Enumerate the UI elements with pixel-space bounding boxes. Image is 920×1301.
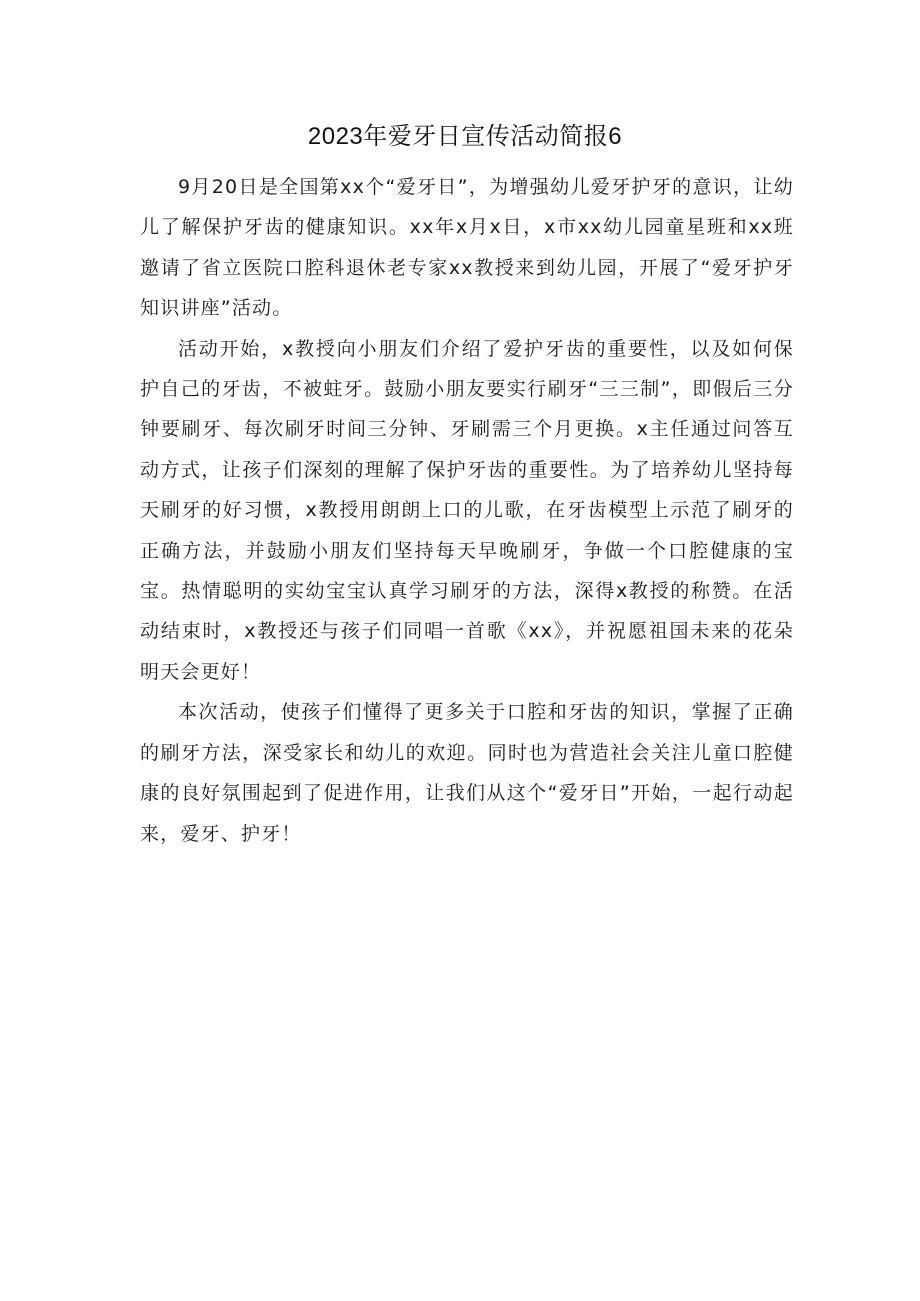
paragraph-summary: 本次活动，使孩子们懂得了更多关于口腔和牙齿的知识，掌握了正确的刷牙方法，深受家长和幼儿的欢迎。同时也为营造社会关注儿童口腔健康的良好氛围起到了促进作用，让我们从这个“爱牙日”开始，一起行动起来，爱牙、护牙！ [140,701,794,845]
paragraph-activity: 活动开始，x教授向小朋友们介绍了爱护牙齿的重要性，以及如何保护自己的牙齿，不被蛀牙。鼓励小朋友要实行刷牙“三三制”，即假后三分钟要刷牙、每次刷牙时间三分钟、牙刷需三个月更换。x主任通过问答互动方式，让孩子们深刻的理解了保护牙齿的重要性。为了培养幼儿坚持每天刷牙的好习惯，x教授用朗朗上口的儿歌，在牙齿模型上示范了刷牙的正确方法，并鼓励小朋友们坚持每天早晚刷牙，争做一个口腔健康的宝宝。热情聪明的实幼宝宝认真学习刷牙的方法，深得x教授的称赞。在活动结束时，x教授还与孩子们同唱一首歌《xx》，并祝愿祖国未来的花朵明天会更好！ [140,337,794,683]
document-title: 2023年爱牙日宣传活动简报6 [307,123,623,150]
paragraph-intro: 9月20日是全国第xx个“爱牙日”，为增强幼儿爱牙护牙的意识，让幼儿了解保护牙齿的健康知识。xx年x月x日，x市xx幼儿园童星班和xx班邀请了省立医院口腔科退休老专家xx教授来到幼儿园，开展了“爱牙护牙知识讲座”活动。 [140,176,794,320]
document-body [140,167,794,854]
